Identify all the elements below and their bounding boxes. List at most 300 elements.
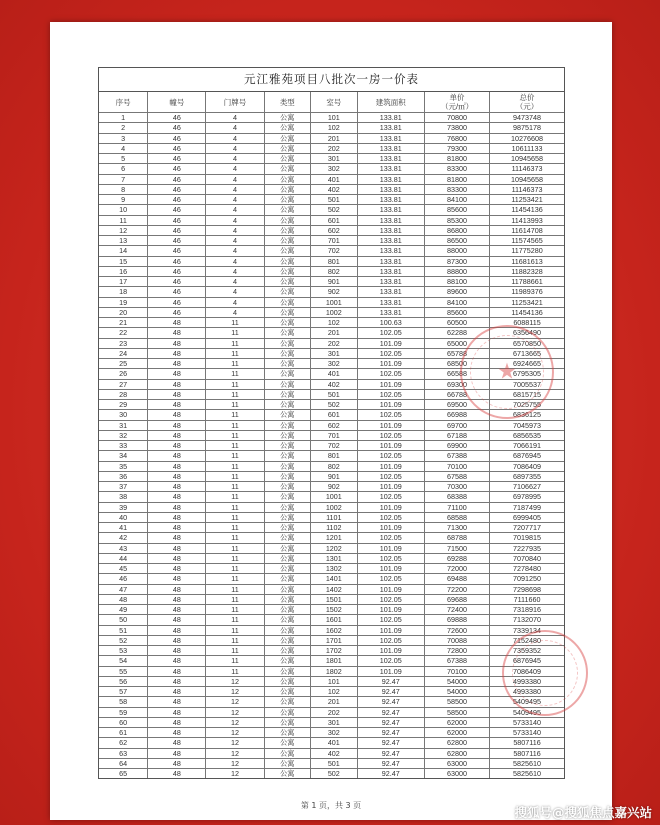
- table-row: [99, 451, 564, 461]
- cell-room: 801: [311, 451, 358, 461]
- cell-area: 133.81: [357, 195, 424, 205]
- cell-index: 49: [99, 605, 148, 615]
- cell-building: 48: [148, 605, 206, 615]
- table-row: [99, 625, 564, 635]
- cell-building: 48: [148, 666, 206, 676]
- cell-area: 101.09: [357, 584, 424, 594]
- table-row: [99, 533, 564, 543]
- cell-unit-price: 87300: [424, 256, 489, 266]
- cell-unit-price: 67588: [424, 471, 489, 481]
- official-seal-stamp: [460, 325, 554, 419]
- table-row: [99, 482, 564, 492]
- cell-index: 16: [99, 266, 148, 276]
- cell-door: 11: [206, 328, 264, 338]
- cell-area: 102.05: [357, 656, 424, 666]
- cell-building: 48: [148, 625, 206, 635]
- cell-total-price: 11454136: [490, 205, 564, 215]
- cell-door: 12: [206, 769, 264, 779]
- cell-building: 46: [148, 277, 206, 287]
- cell-door: 11: [206, 338, 264, 348]
- table-row: [99, 523, 564, 533]
- cell-type: 公寓: [264, 328, 311, 338]
- cell-building: 46: [148, 215, 206, 225]
- table-body: [99, 113, 564, 779]
- cell-room: 202: [311, 707, 358, 717]
- cell-room: 1702: [311, 646, 358, 656]
- cell-room: 1002: [311, 502, 358, 512]
- cell-type: 公寓: [264, 338, 311, 348]
- cell-building: 48: [148, 512, 206, 522]
- cell-unit-price: 70088: [424, 635, 489, 645]
- cell-area: 102.05: [357, 574, 424, 584]
- cell-area: 101.09: [357, 523, 424, 533]
- cell-building: 46: [148, 174, 206, 184]
- cell-type: 公寓: [264, 687, 311, 697]
- cell-type: 公寓: [264, 471, 311, 481]
- cell-total-price: 11253421: [490, 297, 564, 307]
- cell-type: 公寓: [264, 266, 311, 276]
- cell-door: 11: [206, 379, 264, 389]
- cell-building: 48: [148, 492, 206, 502]
- cell-area: 101.09: [357, 400, 424, 410]
- table-row: [99, 769, 564, 779]
- col-header-area: 建筑面积: [357, 92, 424, 113]
- cell-type: 公寓: [264, 133, 311, 143]
- cell-area: 133.81: [357, 143, 424, 153]
- cell-unit-price: 71100: [424, 502, 489, 512]
- cell-building: 48: [148, 338, 206, 348]
- cell-unit-price: 62800: [424, 748, 489, 758]
- cell-building: 48: [148, 758, 206, 768]
- cell-room: 901: [311, 471, 358, 481]
- cell-index: 51: [99, 625, 148, 635]
- cell-type: 公寓: [264, 400, 311, 410]
- cell-unit-price: 81800: [424, 174, 489, 184]
- cell-unit-price: 69488: [424, 574, 489, 584]
- cell-door: 11: [206, 656, 264, 666]
- cell-unit-price: 72000: [424, 564, 489, 574]
- cell-index: 52: [99, 635, 148, 645]
- cell-area: 102.05: [357, 328, 424, 338]
- cell-door: 4: [206, 184, 264, 194]
- cell-total-price: 7132070: [490, 615, 564, 625]
- cell-type: 公寓: [264, 215, 311, 225]
- cell-type: 公寓: [264, 430, 311, 440]
- source-watermark: 搜狐号@搜狐焦点嘉兴站: [514, 805, 652, 820]
- cell-building: 46: [148, 256, 206, 266]
- cell-building: 48: [148, 543, 206, 553]
- cell-area: 92.47: [357, 728, 424, 738]
- cell-index: 20: [99, 307, 148, 317]
- cell-building: 46: [148, 154, 206, 164]
- cell-total-price: 11454136: [490, 307, 564, 317]
- cell-index: 56: [99, 676, 148, 686]
- table-row: [99, 256, 564, 266]
- cell-index: 39: [99, 502, 148, 512]
- cell-type: 公寓: [264, 461, 311, 471]
- cell-room: 1502: [311, 605, 358, 615]
- cell-index: 22: [99, 328, 148, 338]
- cell-area: 101.09: [357, 666, 424, 676]
- cell-area: 133.81: [357, 246, 424, 256]
- cell-area: 92.47: [357, 717, 424, 727]
- cell-area: 101.09: [357, 482, 424, 492]
- cell-room: 102: [311, 318, 358, 328]
- cell-index: 2: [99, 123, 148, 133]
- cell-index: 43: [99, 543, 148, 553]
- cell-room: 1001: [311, 297, 358, 307]
- cell-index: 31: [99, 420, 148, 430]
- cell-room: 102: [311, 123, 358, 133]
- cell-type: 公寓: [264, 482, 311, 492]
- cell-total-price: 7045973: [490, 420, 564, 430]
- cell-door: 11: [206, 471, 264, 481]
- cell-total-price: 7070840: [490, 553, 564, 563]
- cell-type: 公寓: [264, 523, 311, 533]
- cell-type: 公寓: [264, 359, 311, 369]
- cell-area: 101.09: [357, 564, 424, 574]
- cell-area: 102.05: [357, 471, 424, 481]
- cell-index: 57: [99, 687, 148, 697]
- cell-door: 4: [206, 205, 264, 215]
- cell-total-price: 7152480: [490, 635, 564, 645]
- cell-total-price: 7227935: [490, 543, 564, 553]
- cell-room: 602: [311, 225, 358, 235]
- cell-door: 11: [206, 553, 264, 563]
- cell-unit-price: 72400: [424, 605, 489, 615]
- cell-building: 48: [148, 707, 206, 717]
- cell-room: 1101: [311, 512, 358, 522]
- cell-total-price: 7278480: [490, 564, 564, 574]
- cell-unit-price: 86800: [424, 225, 489, 235]
- cell-building: 46: [148, 195, 206, 205]
- cell-building: 48: [148, 328, 206, 338]
- cell-area: 133.81: [357, 133, 424, 143]
- col-header-room: 室号: [311, 92, 358, 113]
- cell-room: 502: [311, 400, 358, 410]
- cell-area: 133.81: [357, 256, 424, 266]
- table-row: [99, 215, 564, 225]
- cell-door: 11: [206, 605, 264, 615]
- cell-building: 48: [148, 502, 206, 512]
- cell-index: 61: [99, 728, 148, 738]
- col-header-unit-price: 单价 （元/㎡）: [424, 92, 489, 113]
- cell-index: 3: [99, 133, 148, 143]
- cell-building: 46: [148, 133, 206, 143]
- cell-index: 9: [99, 195, 148, 205]
- table-row: [99, 225, 564, 235]
- cell-room: 802: [311, 266, 358, 276]
- cell-room: 301: [311, 348, 358, 358]
- cell-unit-price: 68500: [424, 359, 489, 369]
- cell-building: 48: [148, 738, 206, 748]
- cell-type: 公寓: [264, 738, 311, 748]
- table-header-row: [99, 92, 564, 113]
- cell-unit-price: 68788: [424, 533, 489, 543]
- cell-total-price: 5733140: [490, 728, 564, 738]
- cell-total-price: 6924665: [490, 359, 564, 369]
- cell-area: 92.47: [357, 769, 424, 779]
- cell-index: 18: [99, 287, 148, 297]
- cell-index: 65: [99, 769, 148, 779]
- table-row: [99, 584, 564, 594]
- cell-room: 702: [311, 441, 358, 451]
- cell-room: 801: [311, 256, 358, 266]
- cell-door: 11: [206, 533, 264, 543]
- cell-area: 133.81: [357, 277, 424, 287]
- cell-door: 4: [206, 195, 264, 205]
- cell-total-price: 10945658: [490, 174, 564, 184]
- cell-area: 133.81: [357, 297, 424, 307]
- cell-unit-price: 71300: [424, 523, 489, 533]
- cell-unit-price: 76800: [424, 133, 489, 143]
- cell-index: 26: [99, 369, 148, 379]
- cell-index: 37: [99, 482, 148, 492]
- cell-total-price: 7318916: [490, 605, 564, 615]
- cell-type: 公寓: [264, 758, 311, 768]
- cell-unit-price: 83300: [424, 164, 489, 174]
- cell-building: 48: [148, 574, 206, 584]
- cell-door: 11: [206, 666, 264, 676]
- col-header-type: 类型: [264, 92, 311, 113]
- cell-index: 27: [99, 379, 148, 389]
- cell-room: 1302: [311, 564, 358, 574]
- table-row: [99, 277, 564, 287]
- cell-building: 46: [148, 205, 206, 215]
- cell-door: 11: [206, 574, 264, 584]
- table-row: [99, 184, 564, 194]
- cell-room: 1801: [311, 656, 358, 666]
- table-row: [99, 635, 564, 645]
- cell-room: 701: [311, 430, 358, 440]
- table-title: 元江雅苑项目八批次一房一价表: [99, 68, 564, 92]
- table-row: [99, 287, 564, 297]
- cell-total-price: 11989376: [490, 287, 564, 297]
- table-row: [99, 676, 564, 686]
- cell-unit-price: 89600: [424, 287, 489, 297]
- cell-room: 201: [311, 328, 358, 338]
- cell-room: 1602: [311, 625, 358, 635]
- cell-unit-price: 81800: [424, 154, 489, 164]
- table-row: [99, 420, 564, 430]
- cell-type: 公寓: [264, 635, 311, 645]
- cell-door: 4: [206, 277, 264, 287]
- cell-building: 48: [148, 523, 206, 533]
- cell-building: 46: [148, 287, 206, 297]
- cell-unit-price: 70300: [424, 482, 489, 492]
- cell-total-price: 11574565: [490, 236, 564, 246]
- cell-area: 92.47: [357, 738, 424, 748]
- cell-total-price: 7106627: [490, 482, 564, 492]
- cell-type: 公寓: [264, 113, 311, 123]
- cell-area: 133.81: [357, 154, 424, 164]
- cell-area: 102.05: [357, 594, 424, 604]
- cell-room: 1301: [311, 553, 358, 563]
- cell-type: 公寓: [264, 512, 311, 522]
- cell-room: 202: [311, 338, 358, 348]
- cell-room: 1002: [311, 307, 358, 317]
- cell-door: 11: [206, 594, 264, 604]
- cell-building: 48: [148, 656, 206, 666]
- cell-room: 902: [311, 482, 358, 492]
- cell-unit-price: 62288: [424, 328, 489, 338]
- cell-index: 48: [99, 594, 148, 604]
- cell-unit-price: 69900: [424, 441, 489, 451]
- cell-room: 102: [311, 687, 358, 697]
- cell-type: 公寓: [264, 605, 311, 615]
- table-row: [99, 236, 564, 246]
- cell-area: 133.81: [357, 184, 424, 194]
- table-row: [99, 707, 564, 717]
- cell-room: 201: [311, 697, 358, 707]
- table-row: [99, 512, 564, 522]
- cell-area: 100.63: [357, 318, 424, 328]
- cell-index: 58: [99, 697, 148, 707]
- table-row: [99, 492, 564, 502]
- cell-door: 11: [206, 369, 264, 379]
- cell-room: 402: [311, 379, 358, 389]
- cell-area: 102.05: [357, 512, 424, 522]
- table-row: [99, 605, 564, 615]
- cell-type: 公寓: [264, 277, 311, 287]
- cell-building: 48: [148, 635, 206, 645]
- cell-room: 401: [311, 738, 358, 748]
- cell-index: 44: [99, 553, 148, 563]
- cell-building: 48: [148, 420, 206, 430]
- table-row: [99, 748, 564, 758]
- cell-unit-price: 84100: [424, 297, 489, 307]
- cell-door: 11: [206, 646, 264, 656]
- cell-area: 102.05: [357, 533, 424, 543]
- cell-type: 公寓: [264, 287, 311, 297]
- cell-total-price: 6088115: [490, 318, 564, 328]
- cell-index: 64: [99, 758, 148, 768]
- cell-building: 48: [148, 564, 206, 574]
- cell-type: 公寓: [264, 225, 311, 235]
- cell-unit-price: 68588: [424, 512, 489, 522]
- cell-type: 公寓: [264, 154, 311, 164]
- cell-unit-price: 88100: [424, 277, 489, 287]
- cell-building: 48: [148, 687, 206, 697]
- cell-type: 公寓: [264, 369, 311, 379]
- cell-room: 601: [311, 215, 358, 225]
- table-row: [99, 113, 564, 123]
- cell-type: 公寓: [264, 717, 311, 727]
- cell-total-price: 5825610: [490, 758, 564, 768]
- price-table-sheet: [98, 67, 565, 779]
- cell-building: 48: [148, 441, 206, 451]
- table-row: [99, 574, 564, 584]
- table-row: [99, 615, 564, 625]
- cell-building: 48: [148, 728, 206, 738]
- cell-door: 4: [206, 215, 264, 225]
- cell-room: 1401: [311, 574, 358, 584]
- cell-area: 133.81: [357, 113, 424, 123]
- cell-area: 101.09: [357, 420, 424, 430]
- cell-building: 48: [148, 533, 206, 543]
- table-row: [99, 143, 564, 153]
- cell-index: 30: [99, 410, 148, 420]
- price-table: [99, 92, 564, 778]
- cell-index: 14: [99, 246, 148, 256]
- cell-type: 公寓: [264, 307, 311, 317]
- cell-room: 602: [311, 420, 358, 430]
- cell-unit-price: 88000: [424, 246, 489, 256]
- cell-room: 401: [311, 369, 358, 379]
- cell-area: 101.09: [357, 625, 424, 635]
- table-row: [99, 246, 564, 256]
- cell-unit-price: 79300: [424, 143, 489, 153]
- cell-door: 11: [206, 359, 264, 369]
- cell-area: 102.05: [357, 410, 424, 420]
- cell-unit-price: 62000: [424, 717, 489, 727]
- cell-total-price: 5409495: [490, 707, 564, 717]
- table-row: [99, 164, 564, 174]
- cell-total-price: 7298698: [490, 584, 564, 594]
- table-row: [99, 646, 564, 656]
- cell-index: 40: [99, 512, 148, 522]
- cell-index: 29: [99, 400, 148, 410]
- cell-area: 133.81: [357, 266, 424, 276]
- table-row: [99, 441, 564, 451]
- cell-door: 11: [206, 430, 264, 440]
- table-row: [99, 297, 564, 307]
- cell-door: 12: [206, 717, 264, 727]
- cell-total-price: 7086409: [490, 461, 564, 471]
- cell-unit-price: 69288: [424, 553, 489, 563]
- cell-type: 公寓: [264, 656, 311, 666]
- cell-unit-price: 54000: [424, 687, 489, 697]
- table-row: [99, 564, 564, 574]
- cell-room: 1202: [311, 543, 358, 553]
- cell-door: 12: [206, 738, 264, 748]
- cell-building: 48: [148, 410, 206, 420]
- page-number-footer: 第 1 页，共 3 页: [300, 801, 362, 810]
- cell-type: 公寓: [264, 164, 311, 174]
- cell-unit-price: 71500: [424, 543, 489, 553]
- cell-door: 11: [206, 348, 264, 358]
- cell-index: 35: [99, 461, 148, 471]
- cell-index: 34: [99, 451, 148, 461]
- cell-total-price: 6876945: [490, 451, 564, 461]
- cell-unit-price: 66788: [424, 389, 489, 399]
- cell-area: 102.05: [357, 492, 424, 502]
- cell-area: 133.81: [357, 205, 424, 215]
- cell-room: 402: [311, 184, 358, 194]
- cell-building: 46: [148, 143, 206, 153]
- cell-door: 12: [206, 697, 264, 707]
- cell-unit-price: 70100: [424, 461, 489, 471]
- cell-index: 47: [99, 584, 148, 594]
- cell-index: 10: [99, 205, 148, 215]
- cell-index: 60: [99, 717, 148, 727]
- cell-room: 502: [311, 769, 358, 779]
- cell-room: 1601: [311, 615, 358, 625]
- cell-total-price: 7339134: [490, 625, 564, 635]
- cell-door: 11: [206, 543, 264, 553]
- cell-building: 48: [148, 769, 206, 779]
- cell-door: 11: [206, 584, 264, 594]
- cell-building: 48: [148, 389, 206, 399]
- cell-total-price: 6856535: [490, 430, 564, 440]
- cell-building: 48: [148, 379, 206, 389]
- cell-area: 102.05: [357, 553, 424, 563]
- cell-door: 4: [206, 154, 264, 164]
- cell-index: 21: [99, 318, 148, 328]
- cell-building: 46: [148, 297, 206, 307]
- cell-unit-price: 62800: [424, 738, 489, 748]
- cell-index: 15: [99, 256, 148, 266]
